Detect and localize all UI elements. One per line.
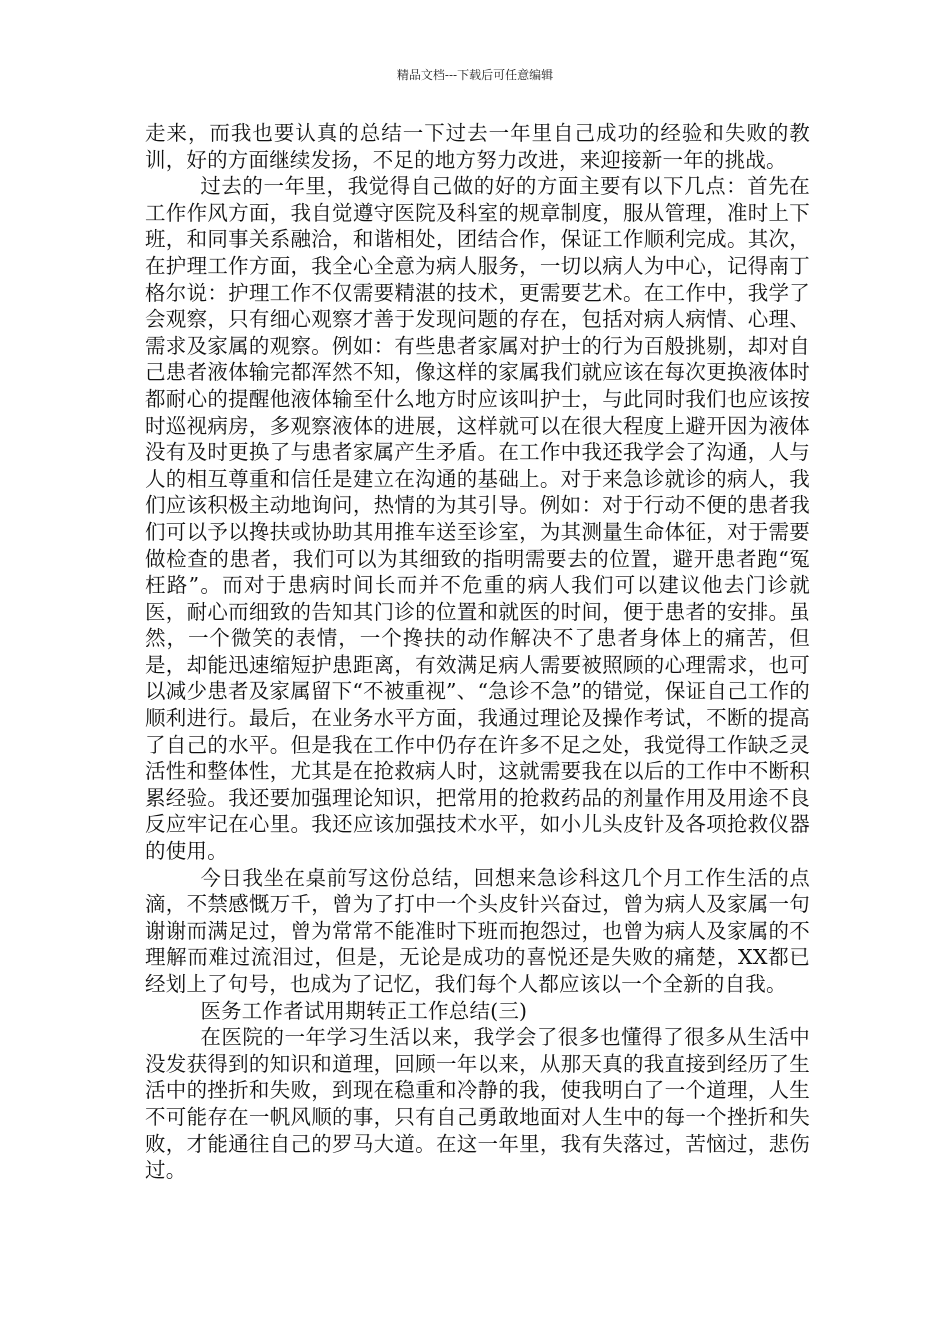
paragraph-continuation: 走来，而我也要认真的总结一下过去一年里自己成功的经验和失败的教训，好的方面继续发扬，不足的地方努力改进，来迎接新一年的挑战。 — [145, 121, 810, 172]
paragraph-strengths: 过去的一年里，我觉得自己做的好的方面主要有以下几点：首先在工作作风方面，我自觉遵守医院及科室的规章制度，服从管理，准时上下班，和同事关系融洽，和谐相处，团结合作，保证工作顺利完成。其次，在护理工作方面，我全心全意为病人服务，一切以病人为中心，记得南丁格尔说：护理工作不仅需要精湛的技术，更需要艺术。在工作中，我学了会观察，只有细心观察才善于发现问题的存在，包括对病人病情、心理、需求及家属的观察。例如：有些患者家属对护士的行为百般挑剔，却对自己患者液体输完都浑然不知，像这样的家属我们就应该在每次更换液体时都耐心的提醒他液体输至什么地方时应该叫护士，与此同时我们也应该按时巡视病房，多观察液体的进展，这样就可以在很大程度上避开因为液体没有及时更换了与患者家属产生矛盾。在工作中我还我学会了沟通，人与人的相互尊重和信任是建立在沟通的基础上。对于来急诊就诊的病人，我们应该积极主动地询问，热情的为其引导。例如：对于行动不便的患者我们可以予以搀扶或协助其用推车送至诊室，为其测量生命体征，对于需要做检查的患者，我们可以为其细致的指明需要去的位置，避开患者跑“冤枉路”。而对于患病时间长而并不危重的病人我们可以建议他去门诊就医，耐心而细致的告知其门诊的位置和就医的时间，便于患者的安排。虽然，一个微笑的表情，一个搀扶的动作解决不了患者身体上的痛苦，但是，却能迅速缩短护患距离，有效满足病人需要被照顾的心理需求，也可以减少患者及家属留下“不被重视”、“急诊不急”的错觉，保证自己工作的顺利进行。最后，在业务水平方面，我通过理论及操作考试，不断的提高了自己的水平。但是我在工作中仍存在许多不足之处，我觉得工作缺乏灵活性和整体性，尤其是在抢救病人时，这就需要我在以后的工作中不断积累经验。我还要加强理论知识，把常用的抢救药品的剂量作用及用途不良反应牢记在心里。我还应该加强技术水平，如小儿头皮针及各项抢救仪器的使用。 — [145, 174, 810, 864]
section-heading: 医务工作者试用期转正工作总结(三) — [200, 998, 528, 1023]
document-body — [145, 120, 810, 1184]
paragraph-reflection: 今日我坐在桌前写这份总结，回想来急诊科这几个月工作生活的点滴，不禁感慨万千，曾为了打中一个头皮针兴奋过，曾为病人及家属一句谢谢而满足过，曾为常常不能准时下班而抱怨过，也曾为病人及家属的不理解而难过流泪过，但是，无论是成功的喜悦还是失败的痛楚，XX都已经划上了句号，也成为了记忆，我们每个人都应该以一个全新的自我。 — [145, 865, 810, 996]
page-header: 精品文档---下载后可任意编辑 — [396, 68, 554, 82]
paragraph-section-three: 在医院的一年学习生活以来，我学会了很多也懂得了很多从生活中没发获得到的知识和道理，回顾一年以来，从那天真的我直接到经历了生活中的挫折和失败，到现在稳重和冷静的我，使我明白了一个道理，人生不可能存在一帆风顺的事，只有自己勇敢地面对人生中的每一个挫折和失败，才能通往自己的罗马大道。在这一年里，我有失落过，苦恼过，悲伤过。 — [145, 1025, 810, 1183]
